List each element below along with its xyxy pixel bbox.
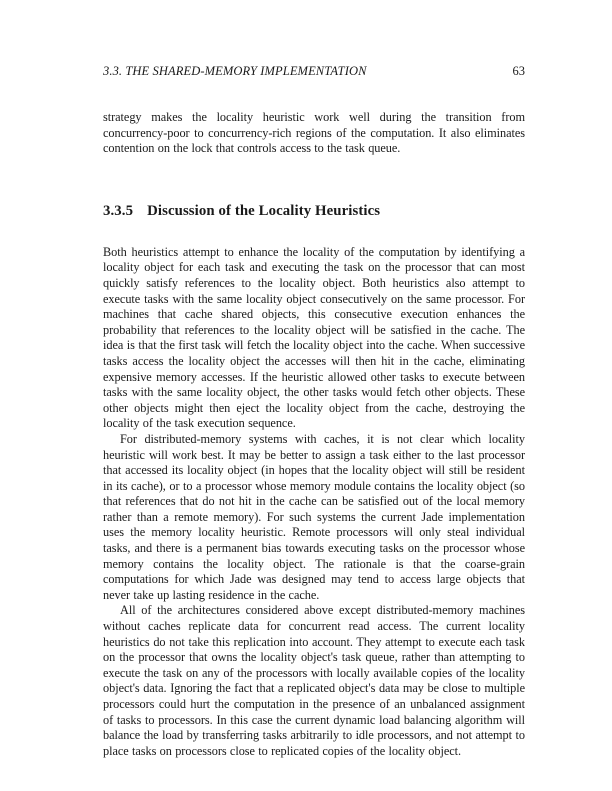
body-paragraph-3: All of the architectures considered above except distributed-memory machines without caches replicate data for concurrent read access. The current locality heuristics do not take this replication into account. They attempt to execute each task on the processor that owns the locality object's task queue, rather than attempting to execute the task on any of the processors with locally available copies of the locality object's data. Ignoring the fact that a replicated object's data may be close to multiple processors could hurt the computation in the presence of an unbalanced assignment of tasks to processors. In this case the current dynamic load balancing algorithm will balance the load by transferring tasks arbitrarily to idle processors, and not attempt to place tasks on processors close to replicated copies of the locality object.	[103, 603, 525, 758]
section-heading	[103, 203, 525, 220]
page-number: 63	[512, 64, 525, 78]
running-header-title: 3.3. THE SHARED-MEMORY IMPLEMENTATION	[103, 64, 367, 78]
page-content	[103, 110, 525, 759]
section-number: 3.3.5	[103, 202, 134, 219]
section-title: Discussion of the Locality Heuristics	[147, 202, 381, 219]
intro-paragraph: strategy makes the locality heuristic work well during the transition from concurrency-poor to concurrency-rich regions of the computation. It also eliminates contention on the lock that controls access to the task queue.	[103, 110, 525, 156]
body-paragraph-1: Both heuristics attempt to enhance the locality of the computation by identifying a locality object for each task and executing the task on the processor that can most quickly satisfy references to the locality object. Both heuristics also attempt to execute tasks with the same locality object consecutively on the same processor. For machines that cache shared objects, this consecutive execution enhances the probability that references to the locality object will be satisfied in the cache. The idea is that the first task will fetch the locality object into the cache. When successive tasks access the locality object the accesses will then hit in the cache, eliminating expensive memory accesses. If the heuristic allowed other tasks to execute between tasks with the same locality object, the other tasks would fetch other objects. These other objects might then eject the locality object from the cache, destroying the locality of the task execution sequence.	[103, 244, 525, 431]
running-header	[103, 64, 525, 78]
body-paragraph-2: For distributed-memory systems with caches, it is not clear which locality heuristic will work best. It may be better to assign a task either to the last processor that accessed its locality object (in hopes that the locality object will still be resident in its cache), or to a processor whose memory module contains the locality object (so that references that do not hit in the cache can be satisfied out of the local memory rather than a remote memory). For such systems the current Jade implementation uses the memory locality heuristic. Remote processors will only steal individual tasks, and there is a permanent bias towards executing tasks on the processor whose memory contains the locality object. The rationale is that the coarse-grain computations for which Jade was designed may tend to access large objects that never take up lasting residence in the cache.	[103, 431, 525, 602]
